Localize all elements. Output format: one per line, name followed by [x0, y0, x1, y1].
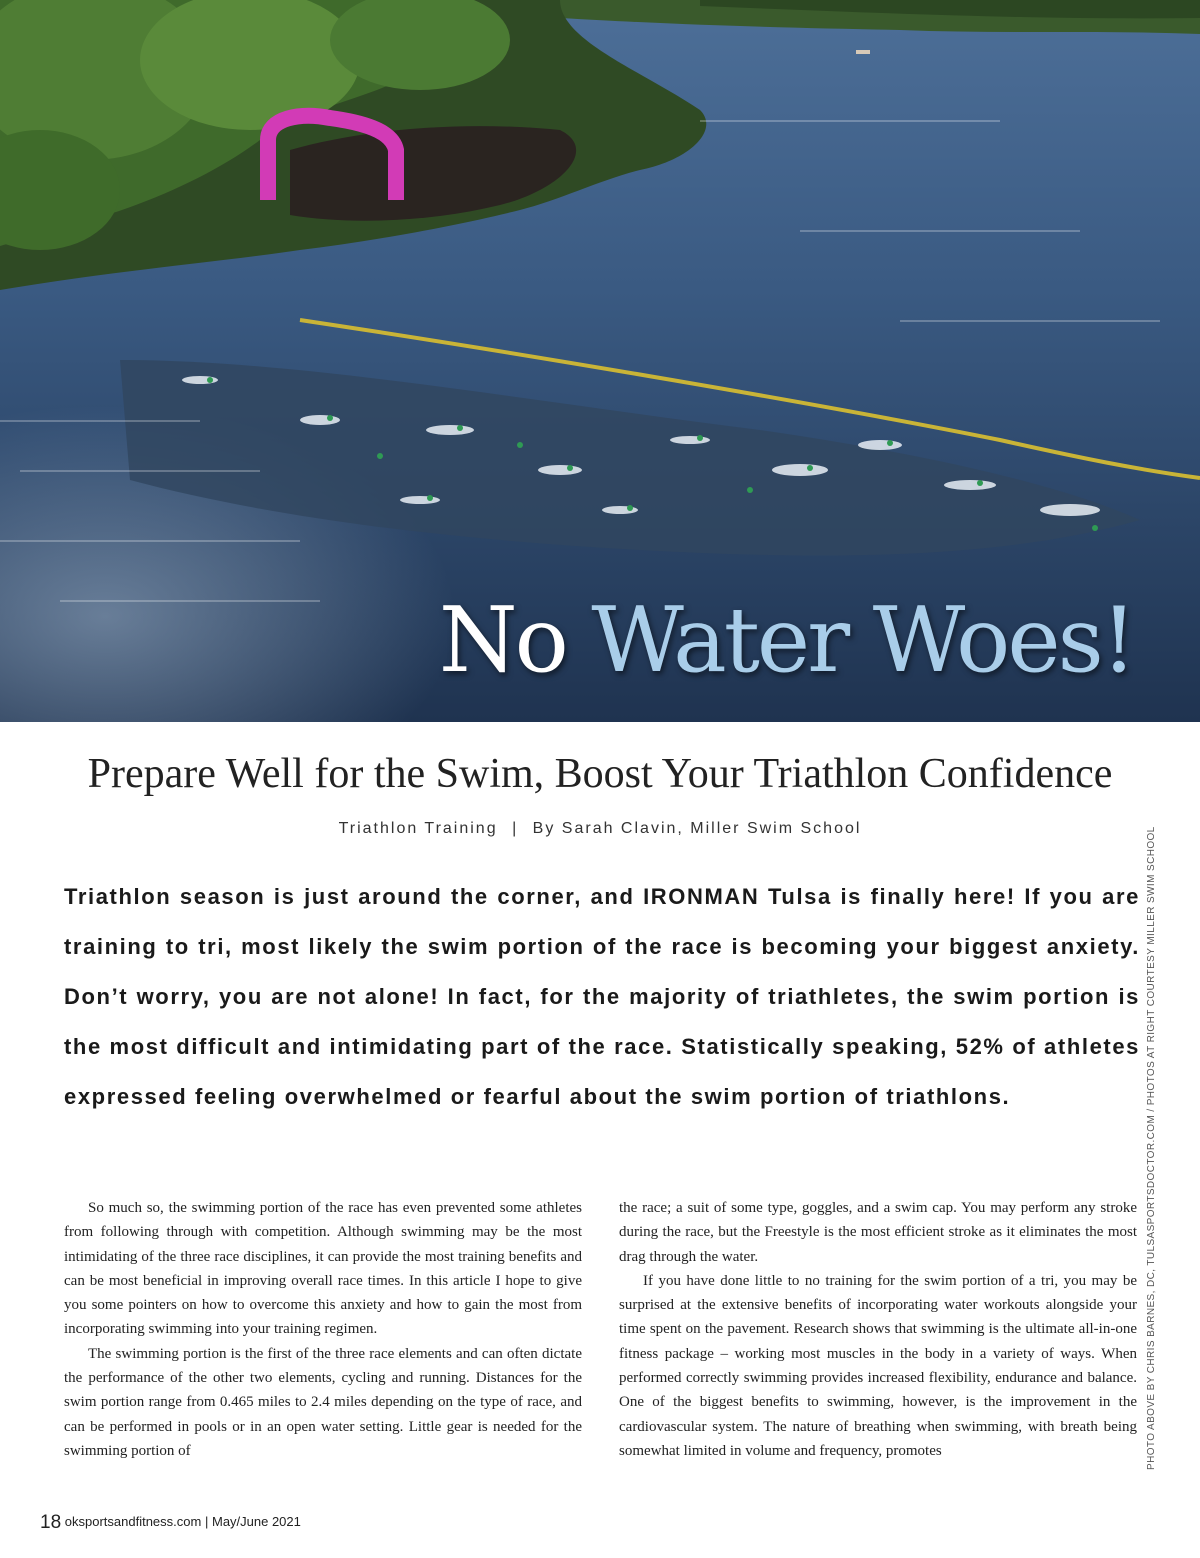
- footer-separator: |: [204, 1514, 209, 1529]
- page-footer: [40, 1512, 301, 1534]
- byline-separator: |: [512, 820, 519, 837]
- footer-issue: May/June 2021: [211, 1514, 301, 1529]
- body-column-right: [619, 1196, 1137, 1463]
- body-paragraph: So much so, the swimming portion of the race has even prevented some athletes from following through with competition. Although swimming may be the most intimidating of the three race disciplines, it can provide the most training benefits and can be most beneficial in improving overall race times. In this article I hope to give you some pointers on how to overcome this anxiety and how to gain the most from incorporating swimming into your training regimen.: [64, 1200, 582, 1338]
- headline-word-no: No: [438, 588, 566, 693]
- headline-word-water-woes: Water Woes!: [591, 588, 1134, 693]
- photo-credit: PHOTO ABOVE BY CHRIS BARNES, DC, TULSASPORTSDOCTOR.COM / PHOTOS AT RIGHT COURTESY MILLER SWIM SCHOOL: [1146, 826, 1157, 1470]
- article-subtitle: Prepare Well for the Swim, Boost Your Triathlon Confidence: [87, 751, 1113, 797]
- byline-section: Triathlon Training: [338, 820, 498, 837]
- headline: [438, 588, 1134, 693]
- lead-paragraph: Triathlon season is just around the corner, and IRONMAN Tulsa is finally here! If you are training to tri, most likely the swim portion of the race is becoming your biggest anxiety. Don’t worry, you are not alone! In fact, for the majority of triathletes, the swim portion is the most difficult and intimidating part of the race. Statistically speaking, 52% of athletes expressed feeling overwhelmed or fearful about the swim portion of triathlons.: [64, 884, 1140, 1109]
- body-paragraph: The swimming portion is the first of the three race elements and can often dictate the performance of the other two elements, cycling and running. Distances for the swim portion range from 0.465 miles to 2.4 miles depending on the type of race, and can be performed in pools or in an open water setting. Little gear is needed for the swimming portion of: [64, 1345, 582, 1459]
- byline: [0, 820, 1200, 838]
- footer-site: oksportsandfitness.com: [64, 1514, 202, 1529]
- byline-author: By Sarah Clavin, Miller Swim School: [532, 820, 862, 837]
- hero-photo: [0, 0, 1200, 722]
- body-paragraph: the race; a suit of some type, goggles, and a swim cap. You may perform any stroke during the race, but the Freestyle is the most efficient stroke as it eliminates the most drag through the water.: [619, 1200, 1137, 1265]
- body-paragraph: If you have done little to no training for the swim portion of a tri, you may be surprised at the extensive benefits of incorporating water workouts alongside your time spent on the pavement. Research shows that swimming is the ultimate all-in-one fitness package – working most muscles in the body in a variety of ways. When performed correctly swimming provides increased flexibility, endurance and balance. One of the biggest benefits to swimming, however, is the improvement in the cardiovascular system. The nature of breathing when swimming, with breath being somewhat limited in volume and frequency, promotes: [619, 1272, 1137, 1459]
- page-number: 18: [40, 1512, 62, 1533]
- body-column-left: [64, 1196, 582, 1463]
